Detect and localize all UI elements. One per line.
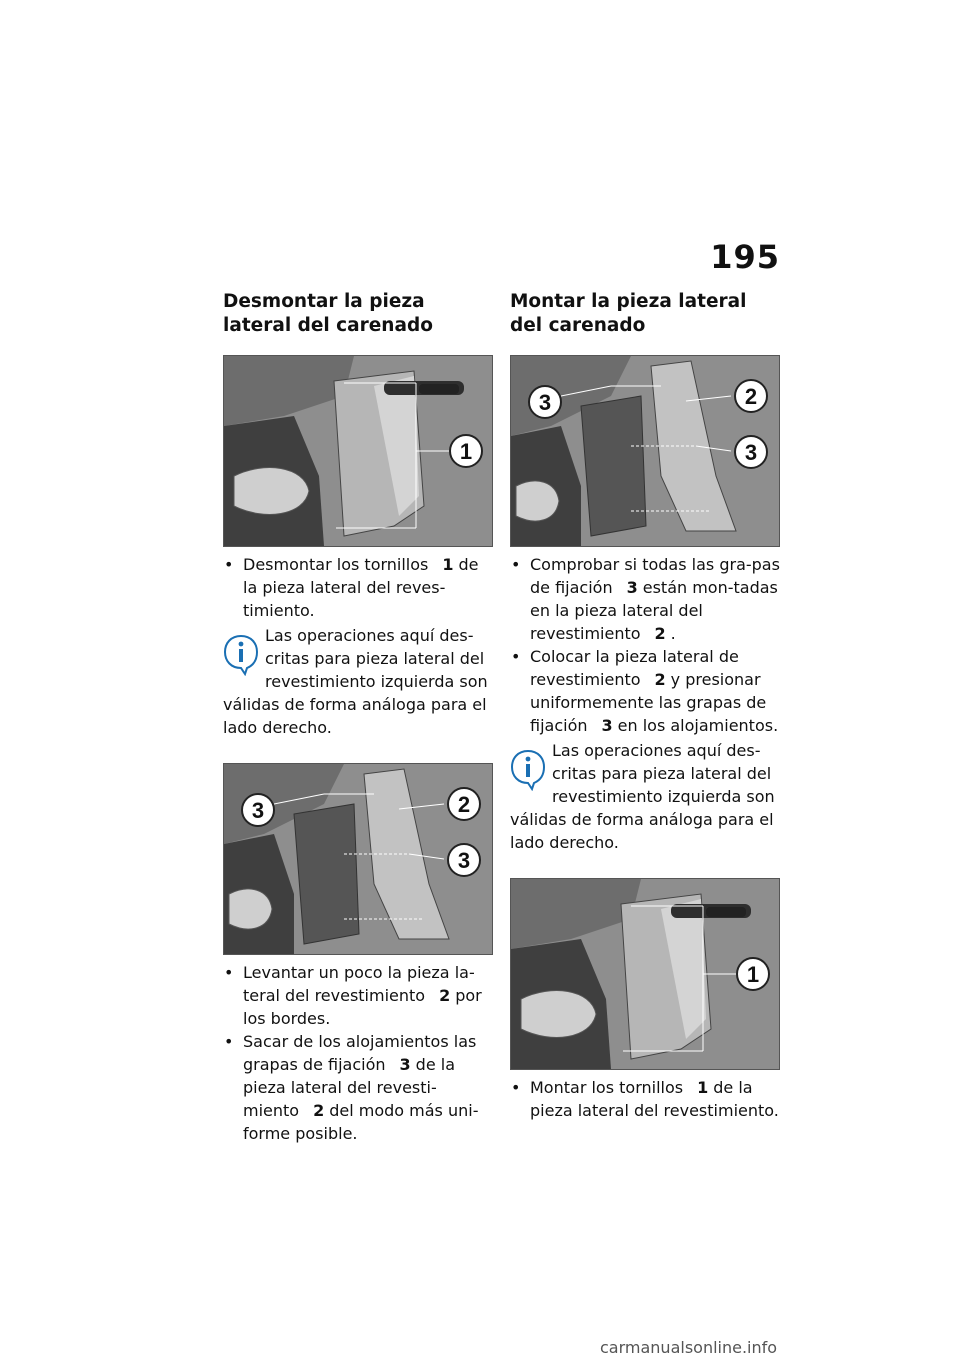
bullet: • — [224, 963, 234, 982]
info-icon — [510, 749, 546, 791]
callout-label: 3 — [251, 798, 265, 823]
callout-label: 2 — [457, 792, 471, 817]
callout-label: 3 — [744, 440, 758, 465]
watermark-text: carmanualsonline.info — [600, 1338, 778, 1357]
reference-number: 3 — [601, 716, 613, 735]
list-item: • Montar los tornillos 1 de la pieza lateral del revestimiento. — [511, 1078, 779, 1120]
figure-remove-screws — [223, 355, 493, 547]
reference-number: 2 — [654, 670, 666, 689]
info-icon — [223, 634, 259, 676]
list-item: • Colocar la pieza lateral de revestimiento 2 y presionar uniformemente las grapas de fijación 3 en los alojamientos. — [511, 647, 779, 735]
figure-check-clips — [510, 355, 780, 547]
page-number: 195 — [710, 238, 780, 276]
reference-number: 1 — [697, 1078, 709, 1097]
callout-label: 1 — [746, 962, 760, 987]
note-text: Las operaciones aquí des-critas para pieza lateral del revestimiento izquierda son válidas de forma análoga para el lado derecho. — [510, 741, 775, 852]
section-heading-remove: Desmontar la pieza lateral del carenado — [223, 291, 433, 336]
bullet: • — [511, 555, 521, 574]
reference-number: 2 — [654, 624, 666, 643]
reference-number: 1 — [442, 555, 454, 574]
list-item: • Comprobar si todas las gra-pas de fijación 3 están mon-tadas en la pieza lateral del revestimiento 2 . — [511, 555, 780, 643]
callout-label: 3 — [538, 390, 552, 415]
reference-number: 2 — [439, 986, 451, 1005]
callout-label: 3 — [457, 848, 471, 873]
info-note — [223, 624, 493, 739]
callout-label: 2 — [744, 384, 758, 409]
bullet: • — [224, 555, 234, 574]
bullet: • — [224, 1032, 234, 1051]
steps-list-remove-1 — [223, 553, 493, 622]
section-heading-install: Montar la pieza lateral del carenado — [510, 291, 747, 336]
callout-label: 1 — [459, 439, 473, 464]
steps-list-install-2 — [510, 1076, 780, 1122]
list-item: • Levantar un poco la pieza la-teral del revestimiento 2 por los bordes. — [224, 963, 482, 1028]
left-column — [223, 290, 493, 1145]
steps-list-remove-2 — [223, 961, 493, 1145]
bullet: • — [511, 647, 521, 666]
figure-install-screws — [510, 878, 780, 1070]
bullet: • — [511, 1078, 521, 1097]
right-column — [510, 290, 780, 1122]
figure-lift-panel — [223, 763, 493, 955]
steps-list-install-1 — [510, 553, 780, 737]
info-note — [510, 739, 780, 854]
reference-number: 2 — [313, 1101, 325, 1120]
reference-number: 3 — [399, 1055, 411, 1074]
reference-number: 3 — [626, 578, 638, 597]
list-item: • Sacar de los alojamientos las grapas de fijación 3 de la pieza lateral del revesti-miento 2 del modo más uni-forme posible. — [224, 1032, 479, 1143]
note-text: Las operaciones aquí des-critas para pieza lateral del revestimiento izquierda son válidas de forma análoga para el lado derecho. — [223, 626, 488, 737]
list-item: • Desmontar los tornillos 1 de la pieza lateral del reves-timiento. — [224, 555, 479, 620]
